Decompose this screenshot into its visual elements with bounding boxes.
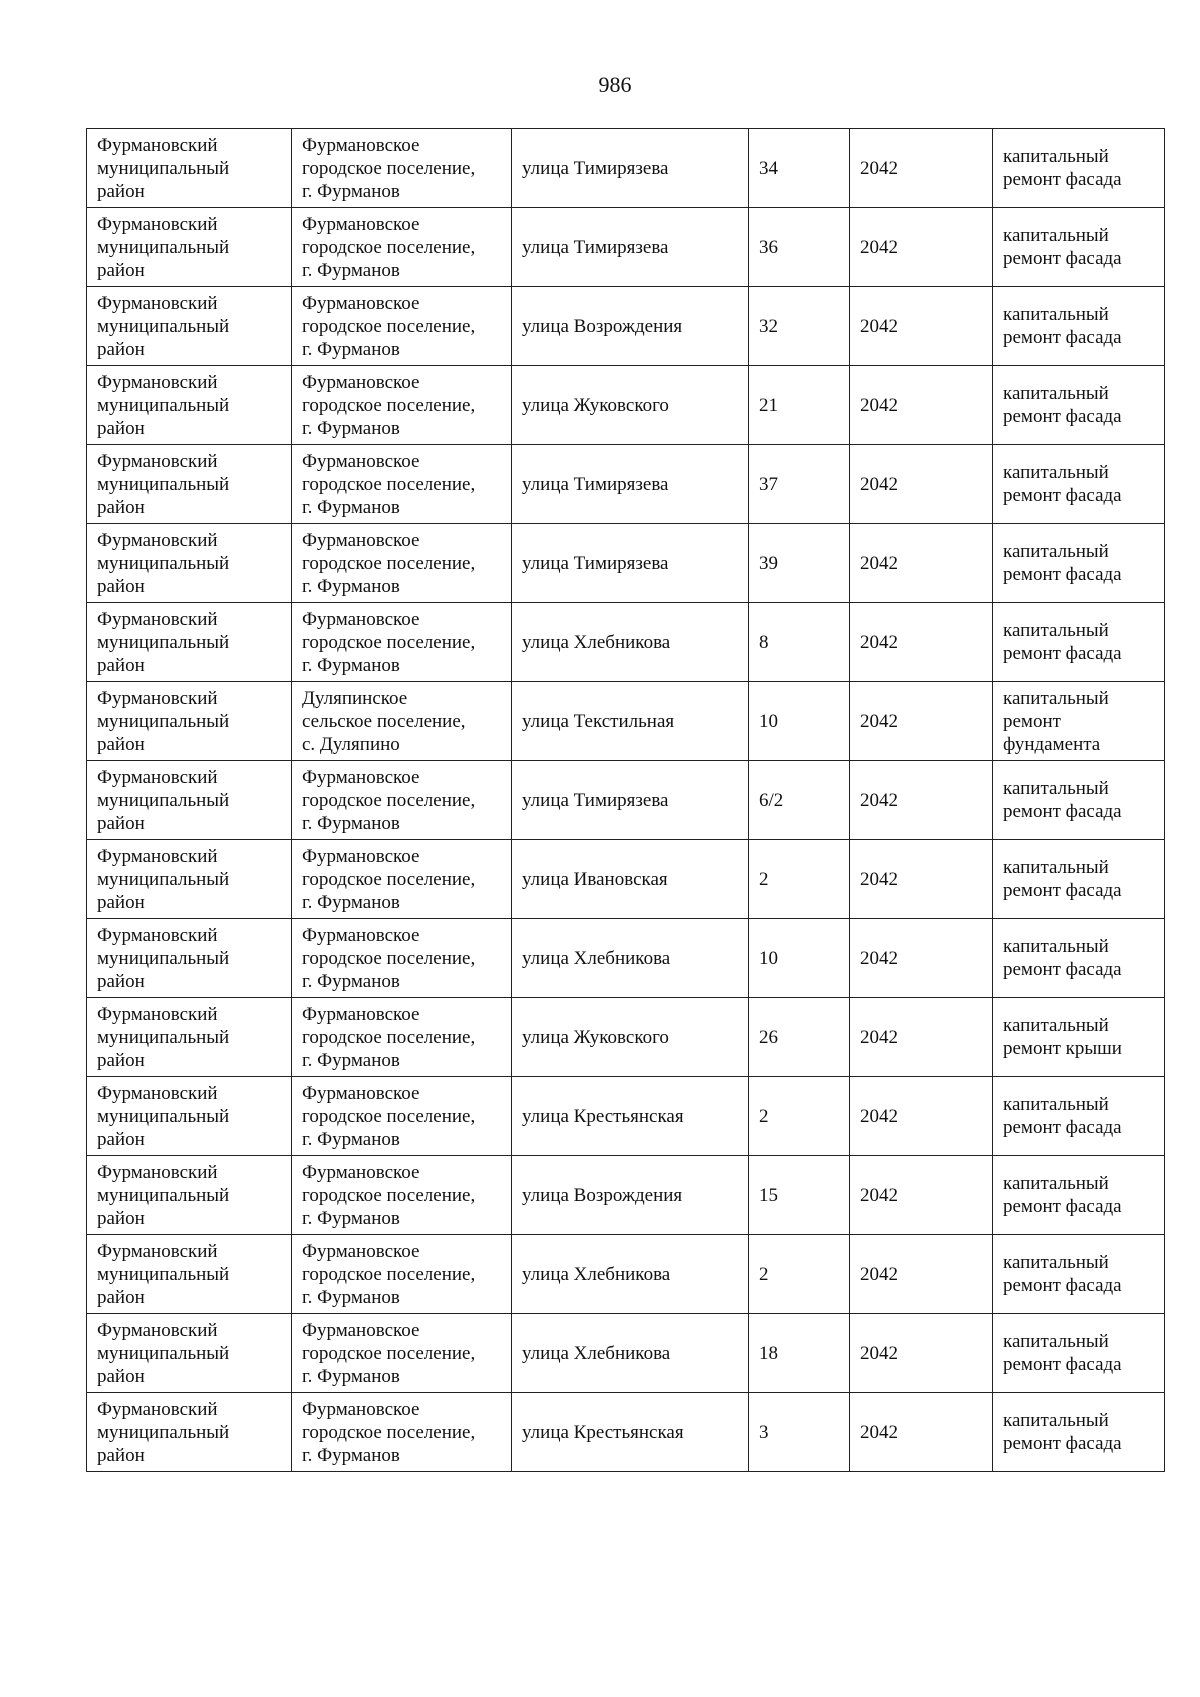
table-row [87,1235,1165,1314]
work-type-cell: капитальный ремонт фасада [993,1314,1165,1393]
district-cell: Фурмановский муниципальный район [87,1077,292,1156]
district-cell: Фурмановский муниципальный район [87,1156,292,1235]
year-cell: 2042 [850,761,993,840]
street-cell: улица Крестьянская [512,1393,749,1472]
district-cell: Фурмановский муниципальный район [87,1314,292,1393]
district-cell: Фурмановский муниципальный район [87,1393,292,1472]
settlement-cell: Фурмановское городское поселение, г. Фурманов [292,919,512,998]
house-number-cell: 37 [749,445,850,524]
year-cell: 2042 [850,1393,993,1472]
table-row [87,524,1165,603]
year-cell: 2042 [850,445,993,524]
work-type-cell: капитальный ремонт фасада [993,1235,1165,1314]
settlement-cell: Фурмановское городское поселение, г. Фурманов [292,1077,512,1156]
house-number-cell: 2 [749,840,850,919]
year-cell: 2042 [850,1314,993,1393]
registry-table-body [87,129,1165,1472]
settlement-cell: Дуляпинское сельское поселение, с. Дуляпино [292,682,512,761]
house-number-cell: 26 [749,998,850,1077]
year-cell: 2042 [850,129,993,208]
district-cell: Фурмановский муниципальный район [87,287,292,366]
year-cell: 2042 [850,1235,993,1314]
work-type-cell: капитальный ремонт фасада [993,1393,1165,1472]
settlement-cell: Фурмановское городское поселение, г. Фурманов [292,129,512,208]
table-row [87,287,1165,366]
work-type-cell: капитальный ремонт фасада [993,603,1165,682]
street-cell: улица Ивановская [512,840,749,919]
house-number-cell: 32 [749,287,850,366]
street-cell: улица Возрождения [512,1156,749,1235]
settlement-cell: Фурмановское городское поселение, г. Фурманов [292,366,512,445]
registry-table [86,128,1165,1472]
table-row [87,603,1165,682]
house-number-cell: 8 [749,603,850,682]
work-type-cell: капитальный ремонт крыши [993,998,1165,1077]
district-cell: Фурмановский муниципальный район [87,208,292,287]
street-cell: улица Тимирязева [512,761,749,840]
street-cell: улица Жуковского [512,998,749,1077]
house-number-cell: 18 [749,1314,850,1393]
work-type-cell: капитальный ремонт фасада [993,208,1165,287]
street-cell: улица Хлебникова [512,603,749,682]
street-cell: улица Крестьянская [512,1077,749,1156]
house-number-cell: 6/2 [749,761,850,840]
year-cell: 2042 [850,919,993,998]
settlement-cell: Фурмановское городское поселение, г. Фурманов [292,998,512,1077]
district-cell: Фурмановский муниципальный район [87,129,292,208]
work-type-cell: капитальный ремонт фасада [993,366,1165,445]
work-type-cell: капитальный ремонт фасада [993,524,1165,603]
table-row [87,1077,1165,1156]
district-cell: Фурмановский муниципальный район [87,919,292,998]
table-row [87,682,1165,761]
work-type-cell: капитальный ремонт фасада [993,1156,1165,1235]
district-cell: Фурмановский муниципальный район [87,840,292,919]
work-type-cell: капитальный ремонт фасада [993,1077,1165,1156]
street-cell: улица Хлебникова [512,1314,749,1393]
settlement-cell: Фурмановское городское поселение, г. Фурманов [292,287,512,366]
house-number-cell: 2 [749,1077,850,1156]
work-type-cell: капитальный ремонт фасада [993,840,1165,919]
year-cell: 2042 [850,208,993,287]
work-type-cell: капитальный ремонт фасада [993,445,1165,524]
table-row [87,445,1165,524]
year-cell: 2042 [850,998,993,1077]
house-number-cell: 34 [749,129,850,208]
settlement-cell: Фурмановское городское поселение, г. Фурманов [292,1314,512,1393]
street-cell: улица Тимирязева [512,129,749,208]
work-type-cell: капитальный ремонт фасада [993,919,1165,998]
street-cell: улица Хлебникова [512,1235,749,1314]
street-cell: улица Тимирязева [512,445,749,524]
table-row [87,761,1165,840]
street-cell: улица Тимирязева [512,208,749,287]
settlement-cell: Фурмановское городское поселение, г. Фурманов [292,1393,512,1472]
street-cell: улица Жуковского [512,366,749,445]
district-cell: Фурмановский муниципальный район [87,682,292,761]
house-number-cell: 3 [749,1393,850,1472]
table-row [87,1314,1165,1393]
house-number-cell: 2 [749,1235,850,1314]
district-cell: Фурмановский муниципальный район [87,445,292,524]
table-row [87,208,1165,287]
table-row [87,998,1165,1077]
settlement-cell: Фурмановское городское поселение, г. Фурманов [292,445,512,524]
work-type-cell: капитальный ремонт фасада [993,761,1165,840]
district-cell: Фурмановский муниципальный район [87,366,292,445]
table-row [87,366,1165,445]
year-cell: 2042 [850,366,993,445]
district-cell: Фурмановский муниципальный район [87,998,292,1077]
work-type-cell: капитальный ремонт фасада [993,287,1165,366]
street-cell: улица Текстильная [512,682,749,761]
settlement-cell: Фурмановское городское поселение, г. Фурманов [292,1156,512,1235]
street-cell: улица Тимирязева [512,524,749,603]
house-number-cell: 36 [749,208,850,287]
work-type-cell: капитальный ремонт фундамента [993,682,1165,761]
year-cell: 2042 [850,1156,993,1235]
table-row [87,919,1165,998]
settlement-cell: Фурмановское городское поселение, г. Фурманов [292,840,512,919]
street-cell: улица Возрождения [512,287,749,366]
house-number-cell: 21 [749,366,850,445]
house-number-cell: 10 [749,682,850,761]
page-number: 986 [598,72,632,97]
table-row [87,1156,1165,1235]
settlement-cell: Фурмановское городское поселение, г. Фурманов [292,524,512,603]
year-cell: 2042 [850,287,993,366]
year-cell: 2042 [850,524,993,603]
house-number-cell: 39 [749,524,850,603]
district-cell: Фурмановский муниципальный район [87,603,292,682]
table-row [87,1393,1165,1472]
settlement-cell: Фурмановское городское поселение, г. Фурманов [292,208,512,287]
settlement-cell: Фурмановское городское поселение, г. Фурманов [292,603,512,682]
year-cell: 2042 [850,682,993,761]
year-cell: 2042 [850,1077,993,1156]
year-cell: 2042 [850,603,993,682]
settlement-cell: Фурмановское городское поселение, г. Фурманов [292,1235,512,1314]
year-cell: 2042 [850,840,993,919]
district-cell: Фурмановский муниципальный район [87,1235,292,1314]
district-cell: Фурмановский муниципальный район [87,761,292,840]
street-cell: улица Хлебникова [512,919,749,998]
house-number-cell: 10 [749,919,850,998]
settlement-cell: Фурмановское городское поселение, г. Фурманов [292,761,512,840]
table-row [87,129,1165,208]
house-number-cell: 15 [749,1156,850,1235]
work-type-cell: капитальный ремонт фасада [993,129,1165,208]
table-row [87,840,1165,919]
district-cell: Фурмановский муниципальный район [87,524,292,603]
